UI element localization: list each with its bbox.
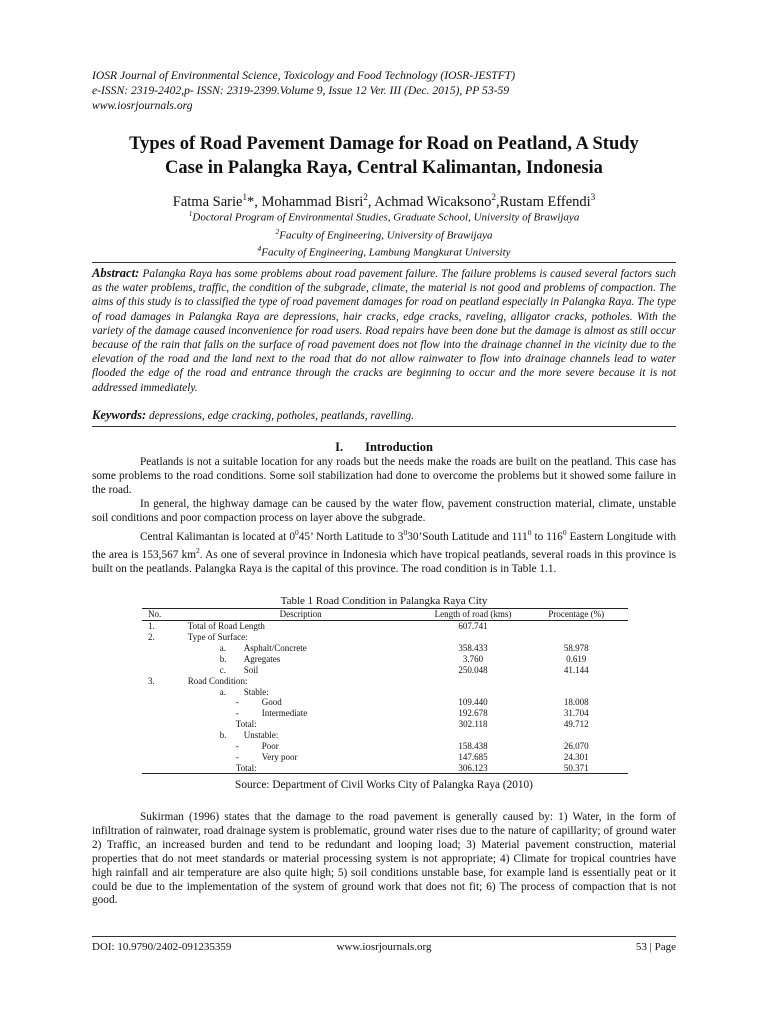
cell-description [180,665,422,676]
col-header-percentage: Procentage (%) [525,609,628,621]
road-condition-table [142,608,628,774]
journal-header [92,68,692,113]
title-line-2: Case in Palangka Raya, Central Kalimantan, Indonesia [165,158,603,178]
bullet-marker: - [235,697,239,708]
description-text: Unstable: [243,730,279,741]
cell-no: 2. [148,632,155,643]
affiliation-line: $^4$Faculty of Engineering, Lambung Mangkurat University [257,244,511,259]
table-row [142,654,628,665]
cell-no [142,697,180,708]
journal-issn: e-ISSN: 2319-2402,p- ISSN: 2319-2399.Volume 9, Issue 12 Ver. III (Dec. 2015), PP 53-59 [92,84,510,97]
author-separator: *, [246,193,262,210]
cell-no [142,643,180,654]
cell-length [422,730,525,741]
affiliation-line: $^2$Faculty of Engineering, University of Brawijaya [275,226,493,242]
description-text: Total of Road Length [187,621,265,632]
paragraph: Central Kalimantan is located at $0^045$’ North Latitude to $3^030’South$ Latitude and $111^0$ to $116^0$ Eastern Longitude with the area is 153,567 $km^2$. As one of several province in Indonesia which have tropical peatlands, several roads in this province is built on the peatlands. Palangka Raya is the capital of this province. The road condition is in Table 1.1. [92,527,676,575]
cell-percentage: 26.070 [563,740,589,751]
cell-percentage: 18.008 [563,697,589,708]
table-row [142,643,628,654]
cell-length: 109.440 [458,697,488,708]
table-row [142,665,628,676]
sukirman-paragraph-block [92,811,676,908]
cell-percentage [525,730,628,741]
bullet-marker: - [235,751,239,762]
cell-no [142,752,180,763]
description-text: Total: [235,719,257,730]
journal-website: www.iosrjournals.org [92,99,193,112]
author-affil-mark: 1 [242,192,247,202]
cell-length: 302.118 [458,719,488,730]
footer-page-number: 53 | Page [635,941,676,953]
description-text: Intermediate [261,708,308,719]
section-title: Introduction [365,440,433,454]
bullet-marker: - [235,740,239,751]
author-affil-mark: 3 [590,192,596,202]
cell-percentage: 0.619 [566,653,587,664]
col-header-description: Description [180,609,422,621]
description-text: Total: [235,762,257,773]
cell-percentage: 58.978 [563,642,589,653]
table-row [142,741,628,752]
description-text: Type of Surface: [187,632,248,643]
description-text: Agregates [243,653,281,664]
footer-website: www.iosrjournals.org [336,941,432,953]
description-text: Good [261,697,282,708]
cell-description [180,654,422,665]
abstract-text: Palangka Raya has some problems about road pavement failure. The failure problems is caused several factors such as the water problems, traffic, the condition of the subgrade, climate, the material is not good and problems of compaction. The aims of this study is to classified the type of road pavement damages for road on peatland especially in Palangka Raya. The type of road damages in Palangka Raya are depressions, hair cracks, edge cracks, raveling, alligator cracks, potholes. With the variety of the damage caused inconvenience for road users. Road repairs have been done but the damage is almost as still occur because of the rain that falls on the surface of road pavement does not flow into the drainage channel in the vicinity due to the elevation of the road and the land next to the road that do not allow rainwater to flow into drainage channels lead to water flooded the edge of the road and entrance through the cracks are beginning to occur and the more severe because it is not addressed immediately. [92,268,676,394]
cell-description [180,697,422,708]
author-name: Fatma Sarie [172,193,243,210]
section-number: I. [335,440,344,454]
cell-description [180,632,422,643]
cell-percentage [525,621,628,632]
introduction-body [92,456,676,577]
cell-no [142,719,180,730]
description-text: Poor [261,740,279,751]
abstract-label: Abstract: [92,266,140,280]
cell-no [142,730,180,741]
table-caption: Table 1 Road Condition in Palangka Raya City [280,595,488,607]
cell-description [180,621,422,632]
cell-percentage [525,632,628,643]
cell-length [422,675,525,686]
cell-description [180,643,422,654]
table-row [142,752,628,763]
item-marker: a. [219,686,226,697]
journal-name: IOSR Journal of Environmental Science, Toxicology and Food Technology (IOSR-JESTFT) [92,69,516,82]
author-name: Rustam Effendi [499,193,591,210]
cell-length: 607.741 [458,621,488,632]
cell-length: 147.685 [458,751,488,762]
description-text: Stable: [243,686,269,697]
table-source: Source: Department of Civil Works City of Palangka Raya (2010) [235,779,533,791]
cell-no: 3. [148,675,155,686]
table-row [142,621,628,632]
author-separator: , [367,193,375,210]
table-row [142,632,628,643]
cell-description [180,763,422,774]
item-marker: a. [219,642,226,653]
paper-title [60,132,708,180]
cell-length: 358.433 [458,642,488,653]
author-affil-mark: 2 [491,192,496,202]
cell-percentage: 50.371 [525,763,628,774]
keywords-label: Keywords: [92,408,147,422]
cell-description [180,686,422,697]
section-heading [92,440,676,455]
author-separator: , [495,193,500,210]
col-header-no: No. [142,609,180,621]
table-row [142,697,628,708]
cell-description [180,741,422,752]
table-row [142,719,628,730]
cell-percentage [525,686,628,697]
col-header-length: Length of road (kms) [422,609,525,621]
item-marker: b. [219,653,227,664]
item-marker: c. [219,664,226,675]
cell-percentage: 41.144 [563,664,589,675]
bullet-marker: - [235,708,239,719]
footer-rule [92,936,676,937]
author-name: Achmad Wicaksono [374,193,492,210]
cell-no [142,665,180,676]
cell-no [142,741,180,752]
cell-length: 192.678 [458,708,488,719]
cell-length: 250.048 [458,664,488,675]
description-text: Soil [243,664,259,675]
footer-doi: DOI: 10.9790/2402-091235359 [92,941,232,953]
paragraph: In general, the highway damage can be caused by the water flow, pavement construction material, climate, unstable soil conditions and poor compaction process on layer above the subgrade. [92,497,676,524]
cell-percentage [525,675,628,686]
abstract-block [92,266,676,395]
keywords-text: depressions, edge cracking, potholes, peatlands, ravelling. [149,410,415,422]
author-name: Mohammad Bisri [261,193,364,210]
affiliation-line: $^1$Doctoral Program of Environmental Studies, Graduate School, University of Brawijaya [188,209,580,224]
table-header-row [142,609,628,621]
cell-length: 3.760 [462,653,484,664]
cell-length [422,632,525,643]
title-line-1: Types of Road Pavement Damage for Road on Peatland, A Study [129,134,639,154]
description-text: Very poor [261,751,298,762]
cell-no [142,763,180,774]
cell-percentage: 24.301 [563,751,589,762]
table-row [142,763,628,774]
paragraph: Sukirman (1996) states that the damage to the road pavement is generally caused by: 1) Water, in the form of infiltration of rainwater, road drainage system is problematic, ground water rises due to the nature of capillarity; of ground water 2) Traffic, an increased burden and tend to be redundant and looping load; 3) Material pavement construction, material properties that do not meet standards or material processing system is not appropriate; 4) Climate for tropical countries have high rainfall and air temperature are also quite high; 5) soil conditions unstable base, for example land is essentially peat or it could be due to the implementation of the system of ground work that does not fit; 6) The process of compaction that is not good. [92,811,676,907]
table-row [142,675,628,686]
cell-description [180,675,422,686]
table-row [142,730,628,741]
cell-percentage: 49.712 [563,719,589,730]
description-text: Asphalt/Concrete [243,642,307,653]
cell-length: 158.438 [458,740,488,751]
cell-percentage: 31.704 [563,708,589,719]
cell-description [180,719,422,730]
cell-description [180,708,422,719]
cell-no [142,708,180,719]
abstract-bottom-rule [92,426,676,427]
cell-description [180,752,422,763]
cell-no: 1. [148,621,155,632]
description-text: Road Condition: [187,675,248,686]
cell-length: 306.123 [422,763,525,774]
keywords-block [92,408,676,423]
table-row [142,708,628,719]
item-marker: b. [219,730,227,741]
affiliation-list [60,207,708,260]
cell-no [142,686,180,697]
cell-length [422,686,525,697]
paragraph: Peatlands is not a suitable location for any roads but the needs make the roads are built on the peatland. This case has some problems to the road conditions. Some soil stabilization had done to overcome the problems but it showed some failure in the road. [92,456,676,496]
table-row [142,686,628,697]
abstract-top-rule [92,262,676,263]
author-affil-mark: 2 [363,192,368,202]
cell-no [142,654,180,665]
cell-description [180,730,422,741]
